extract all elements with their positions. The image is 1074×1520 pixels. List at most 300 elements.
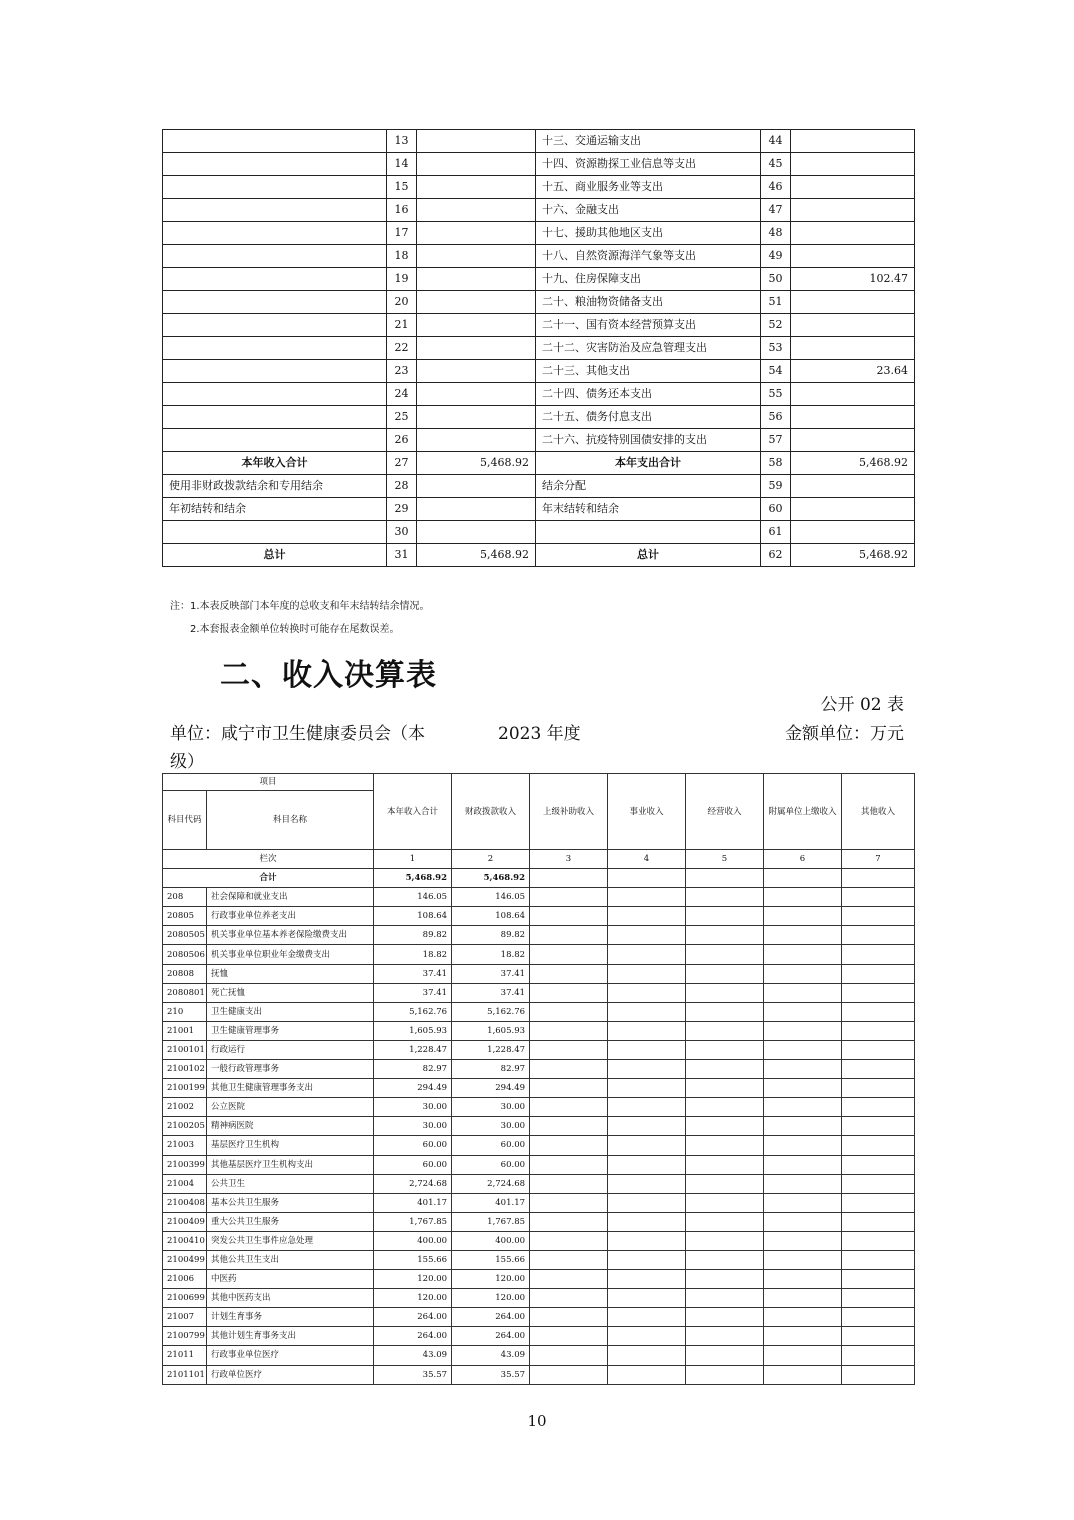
subject-code: 2080801 — [163, 983, 207, 1002]
affiliate-remittance-value — [764, 1174, 842, 1193]
total-income-value: 30.00 — [374, 1117, 452, 1136]
total-income-value: 1,228.47 — [374, 1040, 452, 1059]
superior-subsidy-value — [530, 1079, 608, 1098]
summary-row — [163, 475, 915, 498]
subject-code: 2100699 — [163, 1289, 207, 1308]
income-item — [163, 291, 387, 314]
table-row — [163, 1289, 915, 1308]
expense-line-no: 51 — [761, 291, 791, 314]
operating-income-value — [686, 1193, 764, 1212]
income-amount: 5,468.92 — [417, 544, 536, 567]
expense-line-no: 45 — [761, 153, 791, 176]
expense-line-no: 52 — [761, 314, 791, 337]
table-row — [163, 1346, 915, 1365]
income-item — [163, 153, 387, 176]
summary-row — [163, 222, 915, 245]
income-line-no: 26 — [387, 429, 417, 452]
income-line-no: 14 — [387, 153, 417, 176]
other-income-value — [842, 1346, 915, 1365]
expense-line-no: 61 — [761, 521, 791, 544]
expense-item: 结余分配 — [536, 475, 761, 498]
business-income-value — [608, 1021, 686, 1040]
expense-amount — [791, 222, 915, 245]
business-income-value — [608, 1174, 686, 1193]
expense-amount — [791, 498, 915, 521]
fiscal-appropriation-value: 1,767.85 — [452, 1212, 530, 1231]
income-item — [163, 199, 387, 222]
subject-name: 计划生育事务 — [207, 1308, 374, 1327]
subject-code: 2100410 — [163, 1231, 207, 1250]
total-row-empty-cell — [842, 869, 915, 888]
income-line-no: 20 — [387, 291, 417, 314]
income-item — [163, 176, 387, 199]
subject-code: 2101101 — [163, 1365, 207, 1384]
superior-subsidy-value — [530, 1002, 608, 1021]
subject-code: 2100799 — [163, 1327, 207, 1346]
subject-name: 精神病医院 — [207, 1117, 374, 1136]
superior-subsidy-value — [530, 1098, 608, 1117]
operating-income-value — [686, 1270, 764, 1289]
subject-code: 2080506 — [163, 945, 207, 964]
income-table-body — [163, 888, 915, 1384]
other-income-value — [842, 1060, 915, 1079]
other-income-value — [842, 888, 915, 907]
affiliate-remittance-value — [764, 926, 842, 945]
other-income-value — [842, 1136, 915, 1155]
business-income-value — [608, 1193, 686, 1212]
subject-code: 2100409 — [163, 1212, 207, 1231]
affiliate-remittance-value — [764, 1060, 842, 1079]
expense-line-no: 56 — [761, 406, 791, 429]
total-income-value: 43.09 — [374, 1346, 452, 1365]
superior-subsidy-value — [530, 1193, 608, 1212]
fiscal-appropriation-value: 294.49 — [452, 1079, 530, 1098]
business-income-value — [608, 1212, 686, 1231]
income-item — [163, 268, 387, 291]
total-income-value: 401.17 — [374, 1193, 452, 1212]
subject-code: 2100399 — [163, 1155, 207, 1174]
operating-income-value — [686, 926, 764, 945]
subject-code: 2100499 — [163, 1250, 207, 1269]
fiscal-appropriation-value: 2,724.68 — [452, 1174, 530, 1193]
subject-name: 机关事业单位职业年金缴费支出 — [207, 945, 374, 964]
expense-amount — [791, 429, 915, 452]
affiliate-remittance-value — [764, 983, 842, 1002]
fiscal-appropriation-value: 400.00 — [452, 1231, 530, 1250]
expense-amount — [791, 176, 915, 199]
operating-income-value — [686, 945, 764, 964]
table-row — [163, 1079, 915, 1098]
column-index-7: 7 — [842, 850, 915, 869]
header-column-index-label: 栏次 — [163, 850, 374, 869]
expense-line-no: 49 — [761, 245, 791, 268]
affiliate-remittance-value — [764, 1327, 842, 1346]
total-income-value: 294.49 — [374, 1079, 452, 1098]
section-title: 二、收入决算表 — [220, 658, 437, 693]
superior-subsidy-value — [530, 1365, 608, 1384]
income-item: 年初结转和结余 — [163, 498, 387, 521]
superior-subsidy-value — [530, 1155, 608, 1174]
expense-amount: 23.64 — [791, 360, 915, 383]
expense-item: 二十二、灾害防治及应急管理支出 — [536, 337, 761, 360]
subject-name: 其他卫生健康管理事务支出 — [207, 1079, 374, 1098]
expense-item: 十九、住房保障支出 — [536, 268, 761, 291]
column-index-3: 3 — [530, 850, 608, 869]
income-amount — [417, 291, 536, 314]
income-amount — [417, 360, 536, 383]
subject-name: 抚恤 — [207, 964, 374, 983]
total-income-value: 18.82 — [374, 945, 452, 964]
expense-item: 二十六、抗疫特别国债安排的支出 — [536, 429, 761, 452]
total-row-label: 合计 — [163, 869, 374, 888]
total-income-value: 264.00 — [374, 1327, 452, 1346]
expense-item: 本年支出合计 — [536, 452, 761, 475]
summary-row — [163, 521, 915, 544]
table-row — [163, 1327, 915, 1346]
income-amount — [417, 383, 536, 406]
header-col-affiliate-remittance: 附属单位上缴收入 — [764, 774, 842, 850]
subject-name: 其他公共卫生支出 — [207, 1250, 374, 1269]
summary-row — [163, 314, 915, 337]
business-income-value — [608, 1002, 686, 1021]
other-income-value — [842, 1212, 915, 1231]
business-income-value — [608, 1060, 686, 1079]
affiliate-remittance-value — [764, 1040, 842, 1059]
income-line-no: 24 — [387, 383, 417, 406]
expense-line-no: 48 — [761, 222, 791, 245]
superior-subsidy-value — [530, 1174, 608, 1193]
expense-amount — [791, 475, 915, 498]
expense-amount — [791, 130, 915, 153]
income-line-no: 17 — [387, 222, 417, 245]
table-row — [163, 1365, 915, 1384]
income-amount — [417, 406, 536, 429]
superior-subsidy-value — [530, 1212, 608, 1231]
subject-name: 中医药 — [207, 1270, 374, 1289]
income-item — [163, 360, 387, 383]
operating-income-value — [686, 1346, 764, 1365]
business-income-value — [608, 983, 686, 1002]
superior-subsidy-value — [530, 1231, 608, 1250]
header-col-operating-income: 经营收入 — [686, 774, 764, 850]
operating-income-value — [686, 1308, 764, 1327]
total-income-value: 120.00 — [374, 1289, 452, 1308]
operating-income-value — [686, 1327, 764, 1346]
fiscal-appropriation-value: 146.05 — [452, 888, 530, 907]
income-line-no: 15 — [387, 176, 417, 199]
affiliate-remittance-value — [764, 945, 842, 964]
subject-code: 2080505 — [163, 926, 207, 945]
subject-code: 20808 — [163, 964, 207, 983]
total-row-income: 5,468.92 — [374, 869, 452, 888]
operating-income-value — [686, 1174, 764, 1193]
business-income-value — [608, 945, 686, 964]
table-row — [163, 1231, 915, 1250]
subject-code: 21001 — [163, 1021, 207, 1040]
summary-row — [163, 406, 915, 429]
business-income-value — [608, 1289, 686, 1308]
subject-name: 行政事业单位医疗 — [207, 1346, 374, 1365]
fiscal-appropriation-value: 155.66 — [452, 1250, 530, 1269]
other-income-value — [842, 926, 915, 945]
fiscal-appropriation-value: 18.82 — [452, 945, 530, 964]
total-income-value: 146.05 — [374, 888, 452, 907]
expense-line-no: 59 — [761, 475, 791, 498]
operating-income-value — [686, 1021, 764, 1040]
subject-name: 社会保障和就业支出 — [207, 888, 374, 907]
summary-row — [163, 153, 915, 176]
subject-name: 其他中医药支出 — [207, 1289, 374, 1308]
fiscal-appropriation-value: 108.64 — [452, 907, 530, 926]
income-item — [163, 406, 387, 429]
fiscal-appropriation-value: 60.00 — [452, 1136, 530, 1155]
other-income-value — [842, 1021, 915, 1040]
summary-row — [163, 452, 915, 475]
fiscal-appropriation-value: 1,228.47 — [452, 1040, 530, 1059]
superior-subsidy-value — [530, 1040, 608, 1059]
table-row — [163, 1098, 915, 1117]
income-item — [163, 383, 387, 406]
income-expense-summary-table — [162, 129, 915, 567]
subject-name: 行政运行 — [207, 1040, 374, 1059]
income-amount — [417, 176, 536, 199]
operating-income-value — [686, 1212, 764, 1231]
fiscal-appropriation-value: 37.41 — [452, 964, 530, 983]
income-item — [163, 314, 387, 337]
affiliate-remittance-value — [764, 1212, 842, 1231]
total-income-value: 60.00 — [374, 1136, 452, 1155]
expense-amount — [791, 314, 915, 337]
operating-income-value — [686, 1136, 764, 1155]
column-index-5: 5 — [686, 850, 764, 869]
column-index-2: 2 — [452, 850, 530, 869]
total-income-value: 35.57 — [374, 1365, 452, 1384]
fiscal-appropriation-value: 120.00 — [452, 1289, 530, 1308]
subject-code: 21007 — [163, 1308, 207, 1327]
expense-amount: 102.47 — [791, 268, 915, 291]
business-income-value — [608, 1365, 686, 1384]
column-index-6: 6 — [764, 850, 842, 869]
subject-name: 突发公共卫生事件应急处理 — [207, 1231, 374, 1250]
income-amount — [417, 199, 536, 222]
superior-subsidy-value — [530, 1270, 608, 1289]
operating-income-value — [686, 1365, 764, 1384]
expense-amount — [791, 383, 915, 406]
operating-income-value — [686, 1289, 764, 1308]
business-income-value — [608, 964, 686, 983]
fiscal-appropriation-value: 60.00 — [452, 1155, 530, 1174]
other-income-value — [842, 1174, 915, 1193]
operating-income-value — [686, 1231, 764, 1250]
table-row — [163, 1136, 915, 1155]
unit-label: 单位：咸宁市卫生健康委员会（本 — [170, 724, 425, 744]
expense-item: 十八、自然资源海洋气象等支出 — [536, 245, 761, 268]
income-line-no: 16 — [387, 199, 417, 222]
table-row — [163, 926, 915, 945]
income-line-no: 18 — [387, 245, 417, 268]
expense-item: 二十三、其他支出 — [536, 360, 761, 383]
income-line-no: 13 — [387, 130, 417, 153]
superior-subsidy-value — [530, 1136, 608, 1155]
expense-amount — [791, 153, 915, 176]
fiscal-appropriation-value: 82.97 — [452, 1060, 530, 1079]
subject-name: 死亡抚恤 — [207, 983, 374, 1002]
operating-income-value — [686, 888, 764, 907]
unit-label-continued: 级） — [170, 752, 204, 772]
affiliate-remittance-value — [764, 964, 842, 983]
affiliate-remittance-value — [764, 1021, 842, 1040]
business-income-value — [608, 1308, 686, 1327]
other-income-value — [842, 964, 915, 983]
subject-code: 20805 — [163, 907, 207, 926]
summary-row — [163, 544, 915, 567]
total-row-empty-cell — [764, 869, 842, 888]
affiliate-remittance-value — [764, 1365, 842, 1384]
income-line-no: 31 — [387, 544, 417, 567]
fiscal-appropriation-value: 89.82 — [452, 926, 530, 945]
income-line-no: 28 — [387, 475, 417, 498]
business-income-value — [608, 1155, 686, 1174]
business-income-value — [608, 1250, 686, 1269]
header-subject-code: 科目代码 — [163, 791, 207, 850]
income-amount — [417, 222, 536, 245]
income-line-no: 30 — [387, 521, 417, 544]
business-income-value — [608, 888, 686, 907]
total-row-empty-cell — [686, 869, 764, 888]
expense-item: 二十、粮油物资储备支出 — [536, 291, 761, 314]
fiscal-appropriation-value: 37.41 — [452, 983, 530, 1002]
affiliate-remittance-value — [764, 1289, 842, 1308]
subject-name: 机关事业单位基本养老保险缴费支出 — [207, 926, 374, 945]
other-income-value — [842, 1155, 915, 1174]
expense-item: 总计 — [536, 544, 761, 567]
income-item — [163, 222, 387, 245]
income-amount — [417, 130, 536, 153]
expense-amount: 5,468.92 — [791, 452, 915, 475]
affiliate-remittance-value — [764, 1098, 842, 1117]
affiliate-remittance-value — [764, 1155, 842, 1174]
total-row-empty-cell — [530, 869, 608, 888]
expense-item: 年末结转和结余 — [536, 498, 761, 521]
subject-name: 行政事业单位养老支出 — [207, 907, 374, 926]
business-income-value — [608, 907, 686, 926]
affiliate-remittance-value — [764, 1231, 842, 1250]
expense-item: 十六、金融支出 — [536, 199, 761, 222]
summary-row — [163, 176, 915, 199]
total-income-value: 108.64 — [374, 907, 452, 926]
subject-code: 21002 — [163, 1098, 207, 1117]
total-income-value: 2,724.68 — [374, 1174, 452, 1193]
operating-income-value — [686, 1155, 764, 1174]
affiliate-remittance-value — [764, 1136, 842, 1155]
table-row — [163, 1040, 915, 1059]
table-row — [163, 1117, 915, 1136]
affiliate-remittance-value — [764, 888, 842, 907]
business-income-value — [608, 1079, 686, 1098]
business-income-value — [608, 1098, 686, 1117]
expense-amount — [791, 406, 915, 429]
table-row — [163, 1250, 915, 1269]
table-row — [163, 964, 915, 983]
subject-name: 基层医疗卫生机构 — [207, 1136, 374, 1155]
other-income-value — [842, 1365, 915, 1384]
subject-code: 2100199 — [163, 1079, 207, 1098]
expense-line-no: 58 — [761, 452, 791, 475]
summary-row — [163, 498, 915, 521]
expense-item: 二十五、债务付息支出 — [536, 406, 761, 429]
total-income-value: 37.41 — [374, 964, 452, 983]
business-income-value — [608, 1040, 686, 1059]
expense-line-no: 60 — [761, 498, 791, 521]
affiliate-remittance-value — [764, 1117, 842, 1136]
superior-subsidy-value — [530, 1060, 608, 1079]
total-income-value: 264.00 — [374, 1308, 452, 1327]
affiliate-remittance-value — [764, 1270, 842, 1289]
fiscal-appropriation-value: 30.00 — [452, 1098, 530, 1117]
total-income-value: 60.00 — [374, 1155, 452, 1174]
subject-name: 其他基层医疗卫生机构支出 — [207, 1155, 374, 1174]
total-income-value: 30.00 — [374, 1098, 452, 1117]
table-row — [163, 1308, 915, 1327]
fiscal-appropriation-value: 1,605.93 — [452, 1021, 530, 1040]
total-income-value: 120.00 — [374, 1270, 452, 1289]
operating-income-value — [686, 1250, 764, 1269]
other-income-value — [842, 983, 915, 1002]
summary-row — [163, 429, 915, 452]
income-line-no: 22 — [387, 337, 417, 360]
income-amount — [417, 153, 536, 176]
income-final-accounts-table — [162, 773, 915, 1385]
affiliate-remittance-value — [764, 1250, 842, 1269]
subject-name: 公立医院 — [207, 1098, 374, 1117]
expense-item: 二十四、债务还本支出 — [536, 383, 761, 406]
total-row-fiscal: 5,468.92 — [452, 869, 530, 888]
total-income-value: 400.00 — [374, 1231, 452, 1250]
other-income-value — [842, 1193, 915, 1212]
table-row — [163, 1021, 915, 1040]
operating-income-value — [686, 1098, 764, 1117]
summary-row — [163, 383, 915, 406]
income-item — [163, 429, 387, 452]
subject-name: 卫生健康管理事务 — [207, 1021, 374, 1040]
table-row — [163, 888, 915, 907]
expense-amount — [791, 337, 915, 360]
operating-income-value — [686, 1002, 764, 1021]
affiliate-remittance-value — [764, 1002, 842, 1021]
table-row — [163, 1270, 915, 1289]
other-income-value — [842, 1079, 915, 1098]
fiscal-appropriation-value: 264.00 — [452, 1308, 530, 1327]
other-income-value — [842, 1289, 915, 1308]
operating-income-value — [686, 964, 764, 983]
expense-item: 十三、交通运输支出 — [536, 130, 761, 153]
total-income-value: 82.97 — [374, 1060, 452, 1079]
total-income-value: 37.41 — [374, 983, 452, 1002]
income-amount — [417, 429, 536, 452]
fiscal-appropriation-value: 264.00 — [452, 1327, 530, 1346]
business-income-value — [608, 1231, 686, 1250]
operating-income-value — [686, 983, 764, 1002]
subject-name: 重大公共卫生服务 — [207, 1212, 374, 1231]
total-income-value: 89.82 — [374, 926, 452, 945]
subject-code: 208 — [163, 888, 207, 907]
superior-subsidy-value — [530, 983, 608, 1002]
income-amount — [417, 475, 536, 498]
income-line-no: 21 — [387, 314, 417, 337]
table-row — [163, 1174, 915, 1193]
operating-income-value — [686, 1060, 764, 1079]
business-income-value — [608, 1327, 686, 1346]
